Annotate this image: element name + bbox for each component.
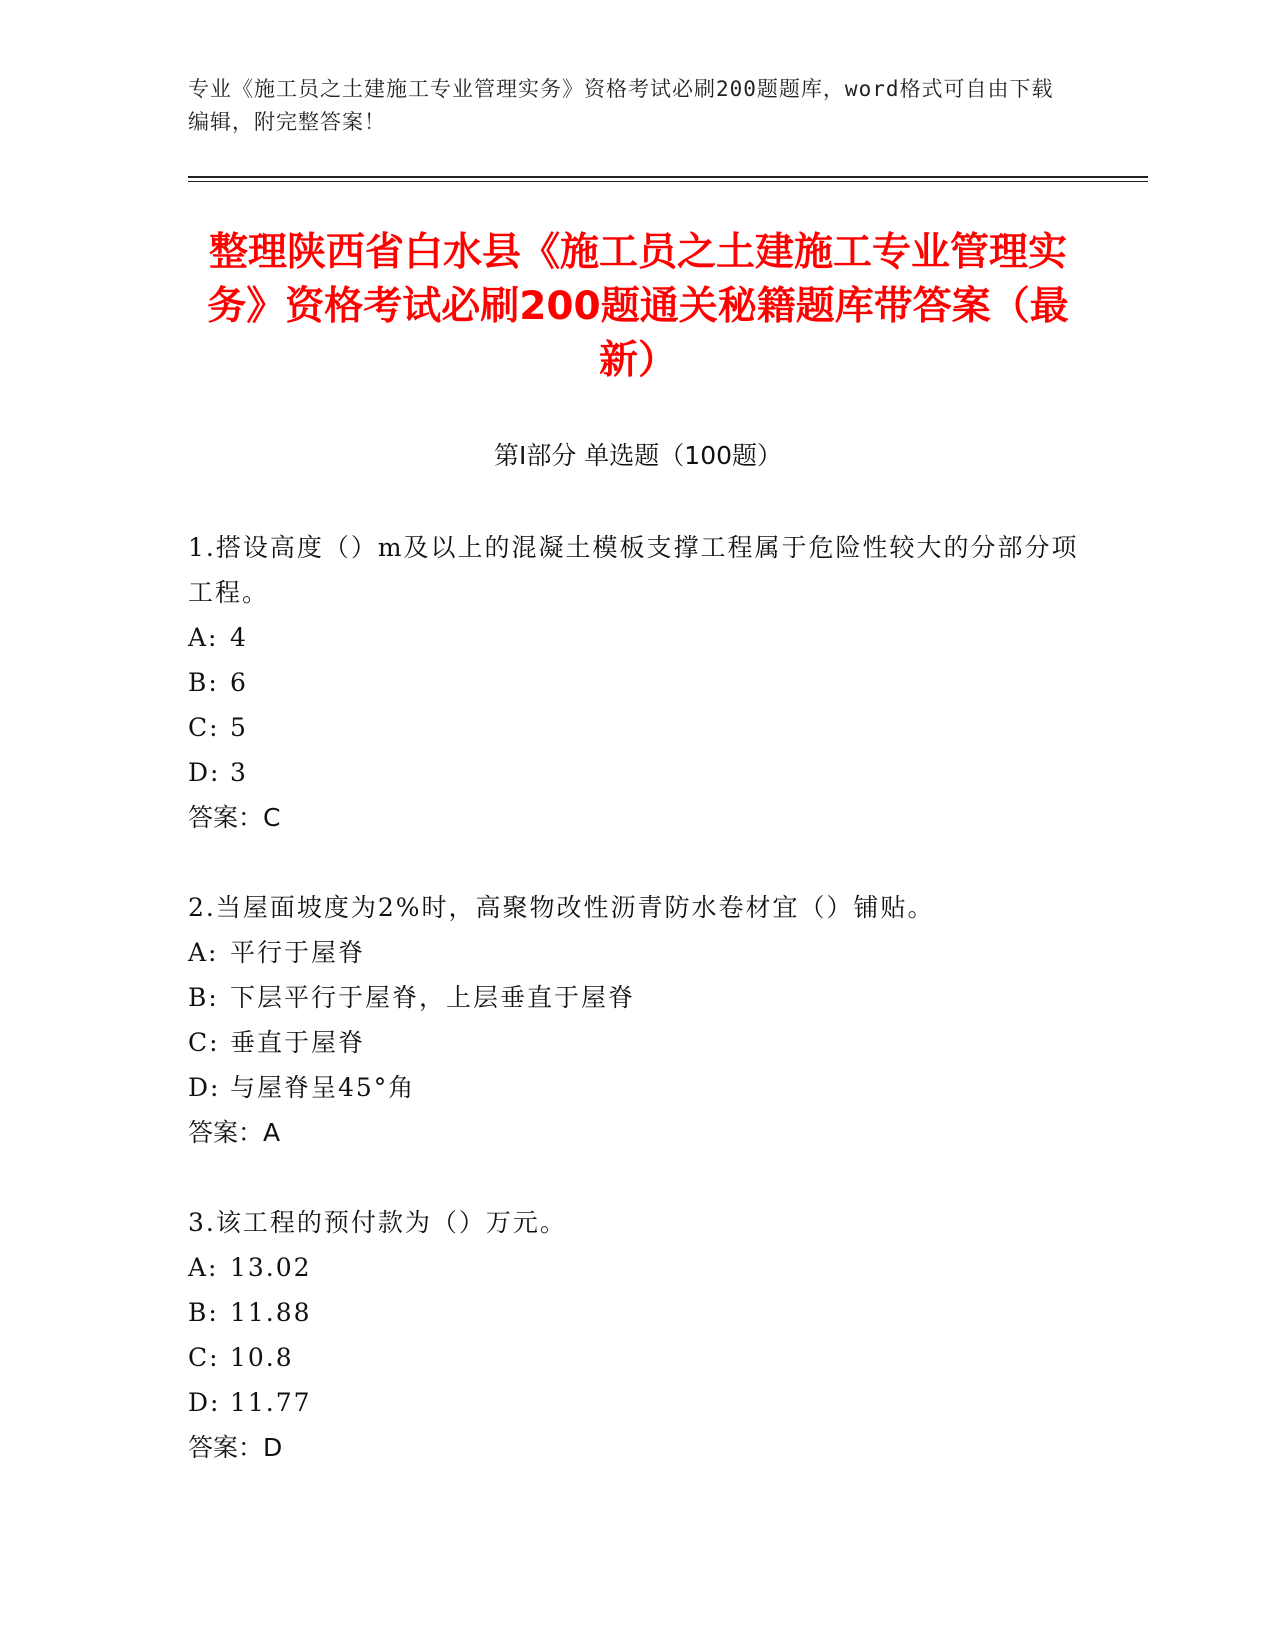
option-value: 13.02 [230, 1253, 312, 1282]
question-text: 2.当屋面坡度为2%时，高聚物改性沥青防水卷材宜（）铺贴。 [188, 893, 935, 922]
option-letter: B: [188, 983, 219, 1012]
option-value: 4 [230, 623, 248, 652]
option-d [188, 1065, 1088, 1110]
header-note: 专业《施工员之土建施工专业管理实务》资格考试必刷200题题库，word格式可自由下载编辑，附完整答案！ [188, 77, 1054, 134]
question-3 [188, 1200, 1088, 1470]
header-divider-thick [188, 176, 1148, 178]
answer: 答案：C [188, 803, 281, 832]
option-c [188, 1020, 1088, 1065]
option-value: 10.8 [230, 1343, 294, 1372]
option-letter: D: [188, 1388, 221, 1417]
question-1 [188, 525, 1088, 840]
answer: 答案：A [188, 1118, 281, 1147]
question-text: 1.搭设高度（）m及以上的混凝土模板支撑工程属于危险性较大的分部分项工程。 [188, 533, 1079, 607]
option-value: 垂直于屋脊 [230, 1028, 366, 1057]
option-a [188, 1245, 1088, 1290]
option-letter: D: [188, 1073, 221, 1102]
option-a [188, 615, 1088, 660]
option-b [188, 1290, 1088, 1335]
option-letter: C: [188, 713, 220, 742]
question-list [188, 525, 1088, 1515]
option-value: 11.77 [230, 1388, 312, 1417]
option-b [188, 975, 1088, 1020]
question-text: 3.该工程的预付款为（）万元。 [188, 1208, 567, 1237]
option-value: 5 [230, 713, 248, 742]
header-divider-thin [188, 181, 1148, 182]
option-letter: C: [188, 1028, 220, 1057]
option-d [188, 1380, 1088, 1425]
option-d [188, 750, 1088, 795]
option-letter: A: [188, 938, 219, 967]
option-value: 下层平行于屋脊，上层垂直于屋脊 [230, 983, 636, 1012]
option-letter: B: [188, 668, 219, 697]
question-2 [188, 885, 1088, 1155]
option-value: 6 [230, 668, 248, 697]
section-heading: 第Ⅰ部分 单选题（100题） [493, 441, 783, 470]
option-value: 3 [230, 758, 248, 787]
option-b [188, 660, 1088, 705]
option-value: 与屋脊呈45°角 [230, 1073, 416, 1102]
option-a [188, 930, 1088, 975]
document-title: 整理陕西省白水县《施工员之土建施工专业管理实务》资格考试必刷200题通关秘籍题库带答案（最新） [207, 230, 1069, 383]
option-letter: A: [188, 623, 219, 652]
option-letter: B: [188, 1298, 219, 1327]
option-value: 平行于屋脊 [230, 938, 366, 967]
option-value: 11.88 [230, 1298, 312, 1327]
option-letter: C: [188, 1343, 220, 1372]
option-letter: A: [188, 1253, 219, 1282]
option-letter: D: [188, 758, 221, 787]
option-c [188, 1335, 1088, 1380]
answer: 答案：D [188, 1433, 283, 1462]
option-c [188, 705, 1088, 750]
